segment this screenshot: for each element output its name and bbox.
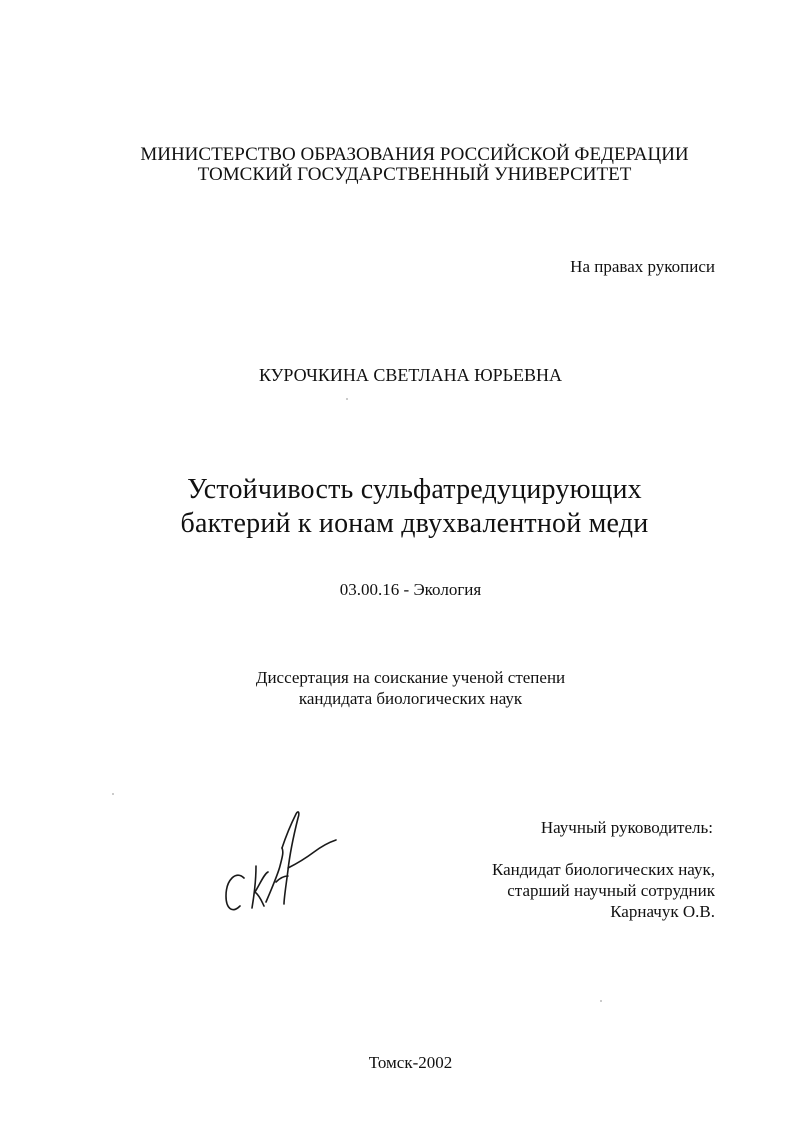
dissertation-title-line-1: Устойчивость сульфатредуцирующих <box>187 474 642 505</box>
university-heading: ТОМСКИЙ ГОСУДАРСТВЕННЫЙ УНИВЕРСИТЕТ <box>197 164 632 185</box>
supervisor-degree: Кандидат биологических наук, <box>492 860 715 879</box>
signature-icon <box>222 808 342 920</box>
supervisor-label: Научный руководитель: <box>540 818 713 837</box>
rights-note: На правах рукописи <box>570 257 715 276</box>
supervisor-position: старший научный сотрудник <box>507 881 715 900</box>
degree-statement-line-1: Диссертация на соискание ученой степени <box>255 668 566 687</box>
ministry-heading: МИНИСТЕРСТВО ОБРАЗОВАНИЯ РОССИЙСКОЙ ФЕДЕРАЦИИ <box>140 144 689 165</box>
degree-statement-line-2: кандидата биологических наук <box>298 689 523 708</box>
supervisor-name: Карначук О.В. <box>610 902 715 921</box>
scan-speck <box>112 793 114 795</box>
author-name: КУРОЧКИНА СВЕТЛАНА ЮРЬЕВНА <box>258 365 563 385</box>
scan-speck <box>600 1000 602 1002</box>
city-year: Томск-2002 <box>368 1053 453 1072</box>
specialty-code: 03.00.16 - Экология <box>339 580 482 599</box>
dissertation-title-line-2: бактерий к ионам двухвалентной меди <box>180 508 649 539</box>
scan-speck <box>346 398 348 400</box>
supervisor-details <box>492 859 715 922</box>
